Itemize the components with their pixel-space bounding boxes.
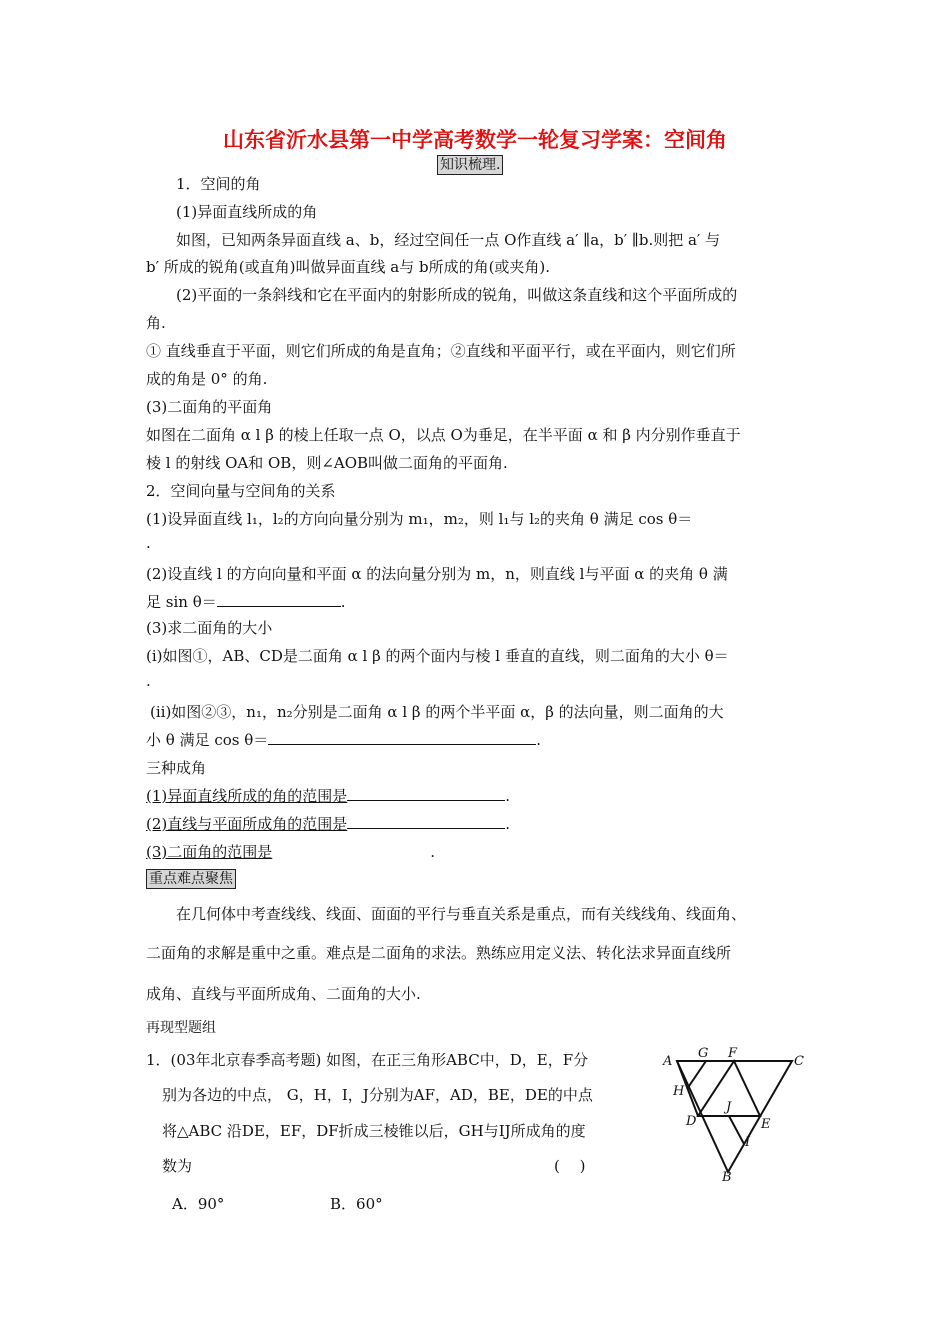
- text-span: 小 θ 满足 cos θ＝: [146, 731, 269, 749]
- text-line: 角.: [146, 314, 166, 332]
- text-line: [146, 591, 346, 612]
- label-E: E: [761, 1117, 771, 1132]
- text-span: (1)异面直线所成的角的范围是: [146, 787, 348, 805]
- answer-blank: [347, 786, 505, 801]
- period: .: [536, 731, 542, 749]
- triangle-figure: [660, 1043, 810, 1183]
- answer-blank: [347, 814, 505, 829]
- question-line: 1．(03年北京春季高考题) 如图，在正三角形ABC中，D，E，F分: [146, 1051, 589, 1069]
- answer-paren: ( ): [554, 1157, 586, 1175]
- text-line: 棱 l 的射线 OA和 OB，则∠AOB叫做二面角的平面角.: [146, 454, 508, 472]
- text-line: 如图，已知两条异面直线 a、b，经过空间任一点 O作直线 a′ ∥a，b′ ∥b.则把 a′ 与: [176, 231, 721, 249]
- period: .: [505, 787, 511, 805]
- text-line: (ⅱ)如图②③，n₁，n₂分别是二面角 α l β 的两个半平面 α，β 的法向量，则二面角的大: [150, 703, 724, 721]
- section-label-focus: 重点难点聚焦: [146, 869, 236, 889]
- paragraph-line: 二面角的求解是重中之重。难点是二面角的求法。熟练应用定义法、转化法求异面直线所: [146, 944, 732, 962]
- answer-blank: [217, 592, 341, 607]
- option-a: A．90°: [172, 1195, 225, 1213]
- text-span: (3)二面角的范围是: [146, 843, 273, 861]
- text-line: 1．空间的角: [176, 175, 261, 193]
- label-C: C: [794, 1054, 804, 1069]
- label-J: J: [726, 1100, 732, 1115]
- text-line: (1)异面直线所成的角: [176, 203, 318, 221]
- text-line: (3)求二面角的大小: [146, 619, 273, 637]
- section-label-knowledge: 知识梳理.: [437, 155, 503, 175]
- period: .: [340, 593, 346, 611]
- text-line: (3)二面角的平面角: [146, 398, 273, 416]
- text-line: 2．空间向量与空间角的关系: [146, 482, 336, 500]
- text-line: [146, 785, 510, 806]
- label-G: G: [698, 1046, 709, 1061]
- text-line: (2)平面的一条斜线和它在平面内的射影所成的锐角，叫做这条直线和这个平面所成的: [176, 286, 738, 304]
- page-title: 山东省沂水县第一中学高考数学一轮复习学案：空间角: [223, 128, 727, 152]
- text-line: b′ 所成的锐角(或直角)叫做异面直线 a与 b所成的角(或夹角).: [146, 258, 551, 276]
- period: .: [505, 815, 511, 833]
- text-line: 成的角是 0° 的角.: [146, 370, 268, 388]
- answer-blank: [268, 730, 536, 745]
- label-B: B: [722, 1170, 732, 1183]
- text-line: .: [146, 672, 151, 690]
- text-line: (2)设直线 l 的方向向量和平面 α 的法向量分别为 m，n，则直线 l与平面 α 的夹角 θ 满: [146, 565, 728, 583]
- text-line: [146, 841, 435, 862]
- paragraph-line: 成角、直线与平面所成角、二面角的大小.: [146, 985, 421, 1003]
- text-line: .: [146, 534, 151, 552]
- section-label-problems: 再现型题组: [146, 1020, 216, 1036]
- text-span: (2)直线与平面所成角的范围是: [146, 815, 348, 833]
- question-line: 别为各边的中点， G，H，I，J分别为AF，AD，BE，DE的中点: [162, 1086, 593, 1104]
- text-line: [146, 729, 541, 750]
- label-I: I: [745, 1135, 751, 1150]
- text-line: 三种成角: [146, 759, 207, 777]
- label-D: D: [686, 1114, 697, 1129]
- paragraph-line: 在几何体中考查线线、线面、面面的平行与垂直关系是重点，而有关线线角、线面角、: [176, 905, 747, 923]
- text-line: 如图在二面角 α l β 的棱上任取一点 O，以点 O为垂足，在半平面 α 和 β 内分别作垂直于: [146, 426, 741, 444]
- question-line: 将△ABC 沿DE，EF，DF折成三棱锥以后，GH与IJ所成角的度: [162, 1122, 586, 1140]
- text-line: (ⅰ)如图①，AB、CD是二面角 α l β 的两个面内与棱 l 垂直的直线，则二面角的大小 θ＝: [146, 647, 729, 665]
- question-line: 数为: [162, 1157, 193, 1175]
- label-F: F: [728, 1046, 738, 1061]
- text-line: [146, 813, 510, 834]
- text-span: 足 sin θ＝: [146, 593, 217, 611]
- label-A: A: [663, 1054, 673, 1069]
- period: .: [430, 843, 436, 861]
- label-H: H: [673, 1084, 685, 1099]
- option-b: B．60°: [330, 1195, 383, 1213]
- text-line: ① 直线垂直于平面，则它们所成的角是直角；②直线和平面平行，或在平面内，则它们所: [146, 342, 736, 360]
- text-line: (1)设异面直线 l₁，l₂的方向向量分别为 m₁，m₂，则 l₁与 l₂的夹角 θ 满足 cos θ＝: [146, 510, 693, 528]
